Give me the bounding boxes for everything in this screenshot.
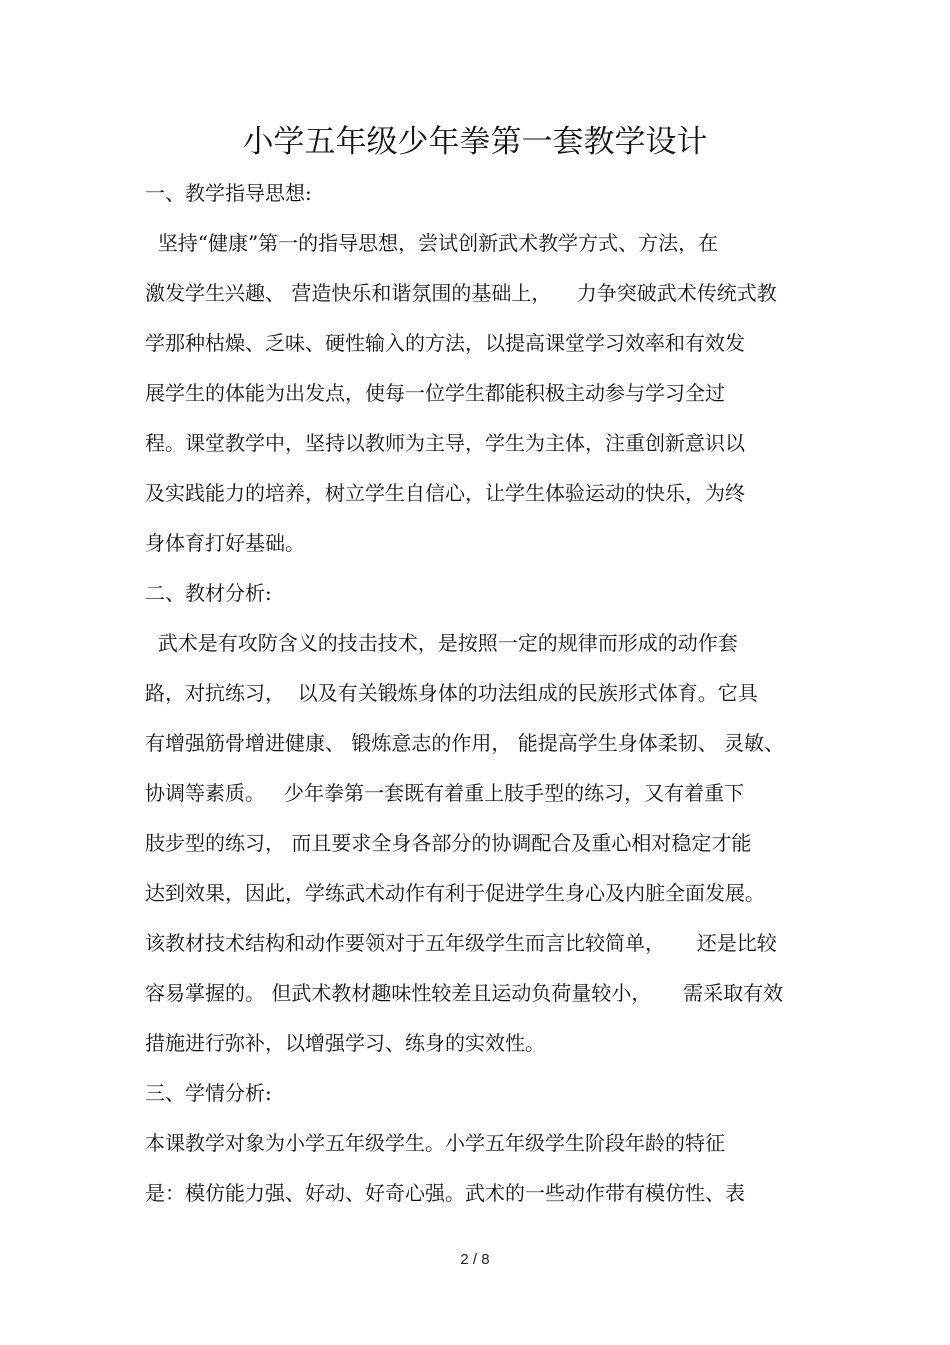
paragraph-line: 坚持“健康”第一的指导思想，尝试创新武术教学方式、方法，在 (145, 231, 719, 255)
paragraph-line: 容易掌握的。 但武术教材趣味性较差且运动负荷量较小， 需采取有效 (145, 981, 784, 1005)
paragraph-line: 学那种枯燥、乏味、硬性输入的方法，以提高课堂学习效率和有效发 (145, 331, 745, 355)
paragraph-line: 展学生的体能为出发点，使每一位学生都能积极主动参与学习全过 (145, 381, 725, 405)
paragraph-line: 有增强筋骨增进健康、 锻炼意志的作用， 能提高学生身体柔韧、 灵敏、 (145, 731, 785, 755)
paragraph-line: 路，对抗练习， 以及有关锻炼身体的功法组成的民族形式体育。它具 (145, 681, 758, 705)
paragraph-line: 是：模仿能力强、好动、好奇心强。武术的一些动作带有模仿性、表 (145, 1181, 745, 1205)
paragraph-line: 肢步型的练习， 而且要求全身各部分的协调配合及重心相对稳定才能 (145, 831, 752, 855)
paragraph-line: 该教材技术结构和动作要领对于五年级学生而言比较简单， 还是比较 (145, 931, 777, 955)
document-title: 小学五年级少年拳第一套教学设计 (242, 124, 708, 160)
paragraph-line: 本课教学对象为小学五年级学生。小学五年级学生阶段年龄的特征 (145, 1131, 725, 1155)
section-heading-material-analysis: 二、教材分析: (145, 581, 272, 605)
page-number: 2 / 8 (460, 1251, 490, 1268)
section-heading-guiding-thought: 一、教学指导思想: (145, 181, 312, 205)
paragraph-line: 武术是有攻防含义的技击技术，是按照一定的规律而形成的动作套 (145, 631, 738, 655)
section-heading-learner-analysis: 三、学情分析: (145, 1081, 272, 1105)
paragraph-line: 协调等素质。 少年拳第一套既有着重上肢手型的练习，又有着重下 (145, 781, 745, 805)
paragraph-line: 激发学生兴趣、 营造快乐和谐氛围的基础上， 力争突破武术传统式教 (145, 281, 777, 305)
paragraph-line: 程。课堂教学中，坚持以教师为主导，学生为主体，注重创新意识以 (145, 431, 745, 455)
paragraph-line: 身体育打好基础。 (145, 531, 305, 555)
paragraph-line: 及实践能力的培养，树立学生自信心，让学生体验运动的快乐，为终 (145, 481, 745, 505)
paragraph-line: 措施进行弥补，以增强学习、练身的实效性。 (145, 1031, 545, 1055)
paragraph-line: 达到效果，因此，学练武术动作有利于促进学生身心及内脏全面发展。 (145, 881, 765, 905)
